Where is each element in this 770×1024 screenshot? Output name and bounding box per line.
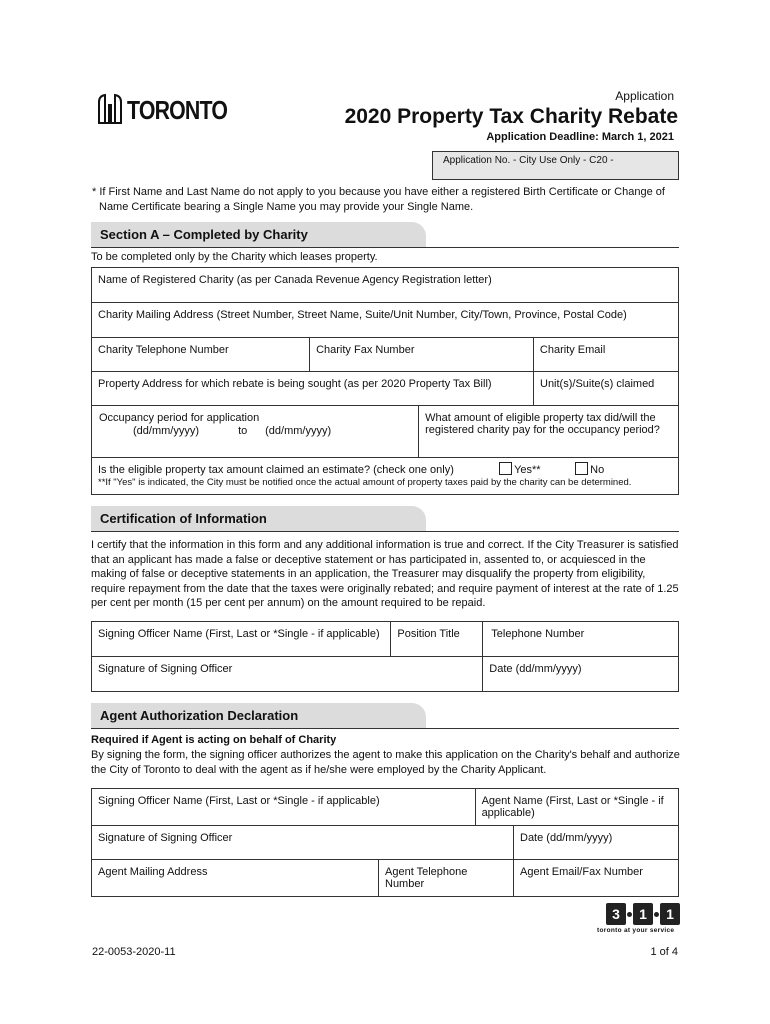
- agent-authorization-text: By signing the form, the signing officer authorizes the agent to make this application on the Charity's behalf and authorize the City of Toronto to deal with the agent as if he/she were employed by the Charity Applicant.: [91, 749, 680, 776]
- toronto-logo: [97, 92, 249, 124]
- cert-date-field[interactable]: [483, 657, 679, 692]
- section-a-table: [91, 267, 679, 495]
- application-label: Application: [615, 89, 674, 103]
- page-number: 1 of 4: [650, 946, 678, 958]
- agent-date-field[interactable]: [514, 826, 679, 860]
- date-to-word: to: [238, 425, 248, 437]
- property-address-field[interactable]: [92, 372, 534, 406]
- units-claimed-field[interactable]: [534, 372, 679, 406]
- charity-name-field[interactable]: [92, 268, 679, 303]
- certification-text: I certify that the information in this form and any additional information is true and correct. If the City Treasurer is satisfied that an applicant has made a false or deceptive statement or has participated in, assented to, or acquiesced in the making of false or deceptive statements in an application, the Treasurer may disqualify the property from eligibility, require repayment from the date that the taxes were originally rebated; and require payment of interest at the rate of 1.25 per cent per month (15 per cent per annum) on the amount required to be repaid.: [91, 539, 679, 609]
- section-a-rule: [91, 247, 679, 248]
- 311-digit-2: 1: [633, 903, 653, 925]
- 311-digit-3: 1: [660, 903, 680, 925]
- application-number-field[interactable]: Application No. - City Use Only - C20 -: [432, 151, 679, 180]
- agent-signature-label: Signature of Signing Officer: [98, 832, 233, 844]
- units-claimed-label: Unit(s)/Suite(s) claimed: [540, 378, 655, 390]
- section-a-header: Section A – Completed by Charity: [91, 222, 426, 247]
- agent-telephone-field[interactable]: [379, 860, 514, 897]
- form-code: 22-0053-2020-11: [92, 946, 176, 958]
- property-address-label: Property Address for which rebate is being sought (as per 2020 Property Tax Bill): [98, 378, 492, 390]
- position-title-label: Position Title: [397, 628, 460, 640]
- charity-mailing-address-field[interactable]: [92, 303, 679, 338]
- cert-officer-name-field[interactable]: [92, 622, 391, 657]
- note-line-1: * If First Name and Last Name do not apply to you because you have either a registered Birth Certificate or Change of: [92, 186, 665, 198]
- agent-mailing-address-field[interactable]: [92, 860, 379, 897]
- certification-header: Certification of Information: [91, 506, 426, 531]
- occupancy-period-label: Occupancy period for application: [99, 412, 260, 424]
- charity-mailing-address-label: Charity Mailing Address (Street Number, Street Name, Suite/Unit Number, City/Town, Province, Postal Code): [98, 309, 627, 321]
- application-deadline: Application Deadline: March 1, 2021: [486, 131, 674, 143]
- cert-signature-field[interactable]: [92, 657, 483, 692]
- agent-mailing-address-label: Agent Mailing Address: [98, 866, 208, 878]
- section-a-intro: To be completed only by the Charity which leases property.: [91, 251, 378, 263]
- charity-fax-field[interactable]: [310, 338, 534, 372]
- note-line-2: Name Certificate bearing a Single Name you may provide your Single Name.: [99, 201, 474, 213]
- city-hall-icon: [97, 92, 123, 124]
- estimate-question-row: [92, 458, 679, 495]
- estimate-note: **If "Yes" is indicated, the City must be notified once the actual amount of property taxes paid by the charity can be determined.: [98, 477, 632, 488]
- eligible-tax-amount-field[interactable]: [419, 406, 679, 458]
- estimate-question: Is the eligible property tax amount claimed an estimate? (check one only): [98, 464, 454, 476]
- cert-date-label: Date (dd/mm/yyyy): [489, 663, 582, 675]
- charity-telephone-label: Charity Telephone Number: [98, 344, 229, 356]
- charity-email-label: Charity Email: [539, 344, 606, 356]
- agent-name-label: Agent Name (First, Last or *Single - if applicable): [481, 795, 664, 819]
- no-checkbox[interactable]: [575, 462, 588, 475]
- charity-telephone-field[interactable]: [92, 338, 310, 372]
- single-name-note: [92, 185, 682, 215]
- yes-label: Yes**: [514, 464, 541, 476]
- agent-table: [91, 788, 679, 897]
- cert-officer-name-label: Signing Officer Name (First, Last or *Single - if applicable): [98, 628, 380, 640]
- no-label: No: [590, 464, 605, 476]
- position-title-field[interactable]: [391, 622, 483, 657]
- charity-email-field[interactable]: [533, 338, 678, 372]
- cert-signature-label: Signature of Signing Officer: [98, 663, 233, 675]
- agent-rule: [91, 728, 679, 729]
- 311-tagline: toronto at your service: [597, 927, 675, 934]
- certification-table: [91, 621, 679, 692]
- 311-digit-1: 3: [606, 903, 626, 925]
- logo-wordmark: TORONTO: [127, 95, 228, 125]
- agent-signature-field[interactable]: [92, 826, 514, 860]
- occupancy-period-field[interactable]: [92, 406, 419, 458]
- cert-telephone-label: Telephone Number: [491, 628, 585, 640]
- amount-question-line-2: registered charity pay for the occupancy period?: [425, 424, 660, 436]
- charity-name-label: Name of Registered Charity (as per Canada Revenue Agency Registration letter): [98, 274, 492, 286]
- 311-dot-2: [654, 912, 659, 917]
- cert-telephone-field[interactable]: [483, 622, 679, 657]
- agent-date-label: Date (dd/mm/yyyy): [520, 832, 613, 844]
- amount-question-line-1: What amount of eligible property tax did/will the: [425, 412, 656, 424]
- charity-fax-label: Charity Fax Number: [316, 344, 415, 356]
- page-title: 2020 Property Tax Charity Rebate: [344, 105, 678, 128]
- date-to-hint: (dd/mm/yyyy): [265, 425, 332, 437]
- yes-checkbox[interactable]: [499, 462, 512, 475]
- 311-dot-1: [627, 912, 632, 917]
- 311-logo: [606, 903, 680, 925]
- agent-name-field[interactable]: [475, 789, 678, 826]
- agent-officer-name-field[interactable]: [92, 789, 476, 826]
- date-from-hint: (dd/mm/yyyy): [133, 425, 199, 437]
- agent-officer-name-label: Signing Officer Name (First, Last or *Single - if applicable): [98, 795, 380, 807]
- agent-email-fax-label: Agent Email/Fax Number: [520, 866, 643, 878]
- agent-email-fax-field[interactable]: [514, 860, 679, 897]
- certification-rule: [91, 531, 679, 532]
- agent-header: Agent Authorization Declaration: [91, 703, 426, 728]
- agent-required-note: Required if Agent is acting on behalf of Charity: [91, 734, 337, 746]
- agent-telephone-label: Agent Telephone Number: [385, 866, 468, 890]
